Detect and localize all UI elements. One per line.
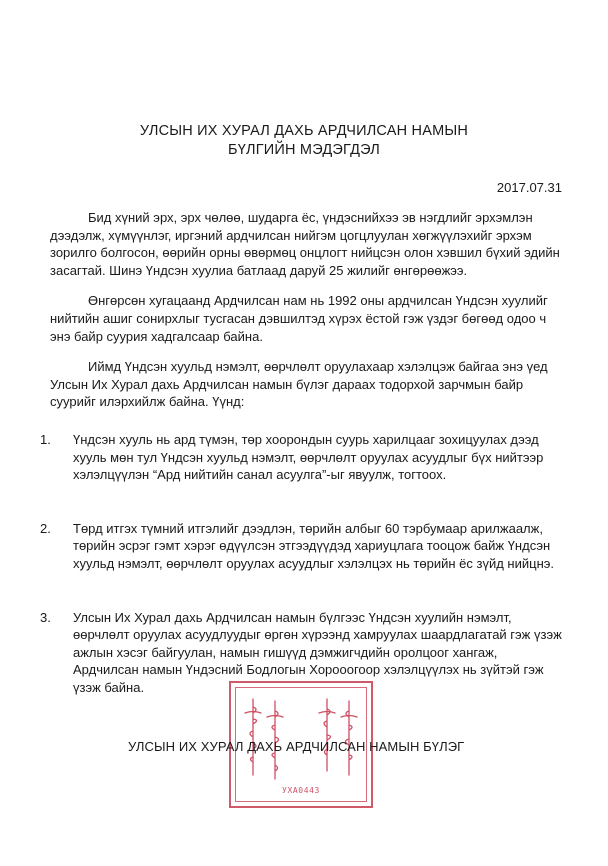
signature-organization: УЛСЫН ИХ ХУРАЛ ДАХЬ АРДЧИЛСАН НАМЫН БҮЛЭГ <box>128 739 465 754</box>
list-item-text: Улсын Их Хурал дахь Ардчилсан намын бүлгээс Үндсэн хуулийн нэмэлт, өөрчлөлт оруулах асуудлуудыг өргөн хүрээнд хамруулах шаардлагатай гэж үзэж ажлын хэсэг байгуулан, намын гишүүд дэмжигчдийн оролцоог хангаж, Ардчилсан намын Үндэсний Бодлогын Хорооогоор хэлэлцүүлэх нь зүйтэй гэж үзэж байна. <box>73 609 562 695</box>
list-item <box>40 431 562 484</box>
paragraph-3: Иймд Үндсэн хуульд нэмэлт, өөрчлөлт оруулахаар хэлэлцэж байгаа энэ үед Улсын Их Хурал дахь Ардчилсан намын бүлэг дараах тодорхой зарчмын байр суурийг илэрхийлж байна. Үүнд: <box>50 359 548 410</box>
document-title <box>0 122 608 160</box>
list-item-text: Үндсэн хууль нь ард түмэн, төр хоорондын суурь харилцааг зохицуулах дээд хууль мөн тул Үндсэн хуульд нэмэлт, өөрчлөлт оруулах асуудлыг бүх нийтээр хэлэлцүүлэн “Ард нийтийн санал асуулга”-ыг явуулж, тогтоох. <box>73 431 544 483</box>
title-line-1: УЛСЫН ИХ ХУРАЛ ДАХЬ АРДЧИЛСАН НАМЫН <box>139 123 469 139</box>
paragraph-2: Өнгөрсөн хугацаанд Ардчилсан нам нь 1992 оны ардчилсан Үндсэн хуулийг нийтийн ашиг сонирхлыг тусгасан дэвшилтэд хүрэх ёстой гэж үздэг бөгөөд одоо ч энэ байр суурия хадгалсаар байна. <box>50 293 548 344</box>
list-item-number: 3. <box>40 609 51 625</box>
list-item <box>40 520 562 573</box>
title-line-2: БҮЛГИЙН МЭДЭГДЭЛ <box>228 142 380 158</box>
principles-list <box>40 431 562 697</box>
list-item-text: Төрд итгэх түмний итгэлийг дээдлэн, төрийн албыг 60 тэрбумаар арилжаалж, төрийн эсрэг гэмт хэрэг өдүүлсэн этгээдүүдэд хариуцлага тооцож байж Үндсэн хуульд нэмэлт, өөрчлөлт оруулах асуудлыг хэлэлцэх нь төрийн ёс зүйд нийцнэ. <box>73 520 554 571</box>
list-item-number: 2. <box>40 520 51 536</box>
list-item-number: 1. <box>40 431 51 447</box>
document-body <box>40 209 562 732</box>
stamp-code: УХА0443 <box>282 786 320 795</box>
document-date: 2017.07.31 <box>496 180 562 195</box>
paragraph-1: Бид хүний эрх, эрх чөлөө, шударга ёс, үндэснийхээ эв нэгдлийг эрхэмлэн дээдэлж, хүмүүнлэг, иргэний ардчилсан нийгэм цогцлуулан хөгжүүлэхийг эрхэм зорилго болгосон, өөрийн орны өвөрмөц онцлогт нийцсэн олон хэвшил бүхий эдийн засагтай. Шинэ Үндсэн хуулиа батлаад даруй 25 жилийг өнгөрөөжээ. <box>50 210 560 278</box>
